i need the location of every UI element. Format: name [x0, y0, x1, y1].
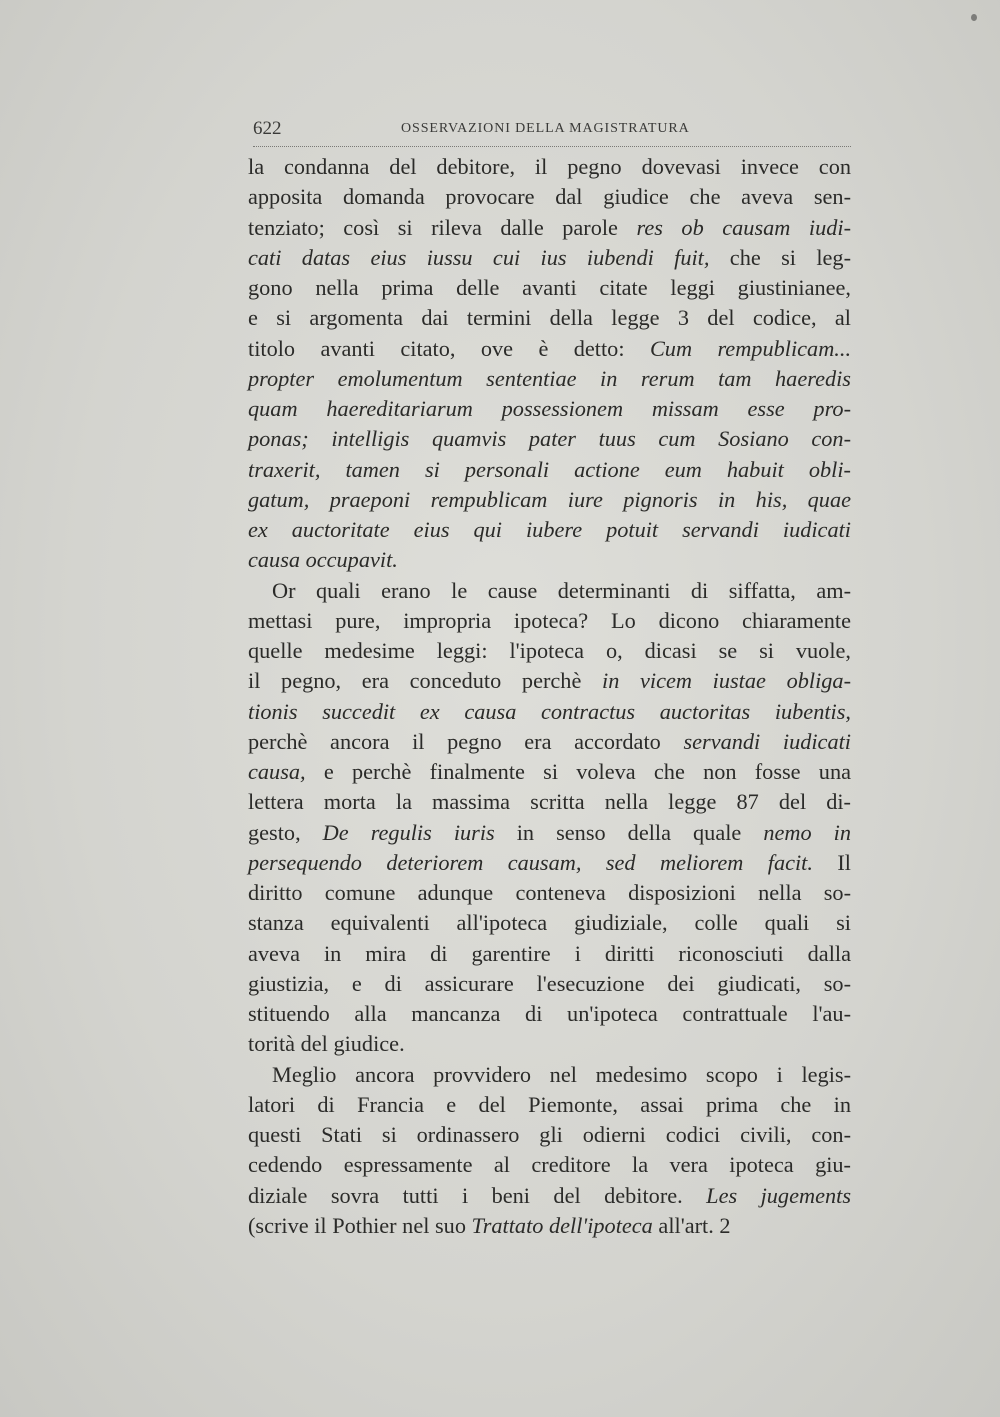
- text-run: in senso della quale: [494, 819, 764, 845]
- text-run: questi Stati si ordinassero gli odierni codici civili, con-: [248, 1122, 851, 1147]
- text-line: [248, 878, 851, 908]
- text-run: Or quali erano le cause determinanti di siffatta, am-: [272, 577, 851, 603]
- text-line: [248, 1090, 851, 1120]
- text-line: [248, 485, 851, 515]
- text-run: che si leg-: [709, 244, 851, 270]
- text-run: Meglio ancora provvidero nel medesimo scopo i legis-: [272, 1061, 851, 1087]
- italic-run: cati datas eius iussu cui ius iubendi fuit,: [248, 244, 710, 270]
- text-line: [248, 908, 851, 938]
- italic-run: propter emolumentum sententiae in rerum tam haeredis: [248, 365, 851, 391]
- text-run: la condanna del debitore, il pegno dovevasi invece con: [248, 154, 851, 179]
- italic-run: nemo in: [763, 819, 851, 845]
- text-run: il pegno, era conceduto perchè: [248, 668, 603, 694]
- text-run: quelle medesime leggi: l'ipoteca o, dicasi se si vuole,: [248, 638, 851, 663]
- text-line: [248, 1060, 851, 1090]
- text-line: [248, 1181, 851, 1211]
- text-line: [248, 727, 851, 757]
- text-line: [248, 697, 851, 727]
- text-run: tenziato; così si rileva dalle parole: [248, 214, 637, 240]
- page-number: 622: [253, 118, 282, 139]
- italic-run: causa,: [248, 759, 306, 784]
- text-line: [248, 424, 851, 454]
- page-header: [253, 118, 851, 144]
- text-run: torità del giudice.: [248, 1031, 405, 1057]
- text-run: e perchè finalmente si voleva che non fosse una: [305, 759, 851, 784]
- text-line: [248, 1211, 851, 1241]
- text-line: [248, 515, 851, 545]
- italic-run: in vicem iustae obliga-: [602, 668, 851, 694]
- text-line: [248, 1029, 851, 1059]
- italic-run: Les jugements: [706, 1182, 851, 1208]
- running-head: OSSERVAZIONI DELLA MAGISTRATURA: [401, 121, 690, 136]
- text-run: diritto comune adunque conteneva disposizioni nella so-: [248, 880, 851, 905]
- body-text: [248, 152, 851, 1241]
- text-run: stanza equivalenti all'ipoteca giudiziale, colle quali si: [248, 910, 851, 936]
- text-run: latori di Francia e del Piemonte, assai prima che in: [248, 1091, 851, 1117]
- italic-run: res ob causam iudi-: [636, 214, 851, 240]
- ink-speck: [971, 14, 977, 21]
- text-line: [248, 273, 851, 303]
- text-line: [248, 757, 851, 787]
- text-line: [248, 152, 851, 182]
- text-line: [248, 394, 851, 424]
- text-run: titolo avanti citato, ove è detto:: [248, 335, 650, 361]
- header-rule: [253, 146, 851, 147]
- text-run: cedendo espressamente al creditore la vera ipoteca giu-: [248, 1152, 851, 1178]
- text-line: [248, 455, 851, 485]
- italic-run: ponas; intelligis quamvis pater tuus cum Sosiano con-: [248, 426, 851, 452]
- text-line: [248, 636, 851, 666]
- text-run: diziale sovra tutti i beni del debitore.: [248, 1182, 707, 1208]
- text-run: Il: [812, 849, 851, 875]
- text-line: [248, 939, 851, 969]
- text-run: stituendo alla mancanza di un'ipoteca contrattuale l'au-: [248, 1001, 851, 1026]
- text-run: all'art. 2: [652, 1212, 731, 1238]
- italic-run: persequendo deteriorem causam, sed meliorem facit.: [248, 849, 813, 875]
- text-line: [248, 606, 851, 636]
- text-run: giustizia, e di assicurare l'esecuzione dei giudicati, so-: [248, 970, 851, 996]
- text-line: [248, 1120, 851, 1150]
- italic-run: De regulis iuris: [322, 819, 495, 845]
- text-run: perchè ancora il pegno era accordato: [248, 728, 684, 754]
- text-line: [248, 303, 851, 333]
- text-line: [248, 576, 851, 606]
- text-run: mettasi pure, impropria ipoteca? Lo dicono chiaramente: [248, 607, 851, 633]
- text-run: lettera morta la massima scritta nella legge 87 del di-: [248, 789, 851, 815]
- text-line: [248, 334, 851, 364]
- text-run: e si argomenta dai termini della legge 3 del codice, al: [248, 305, 851, 331]
- text-run: (scrive il Pothier nel suo: [248, 1212, 472, 1238]
- text-line: [248, 1150, 851, 1180]
- italic-run: servandi iudicati: [683, 728, 851, 754]
- italic-run: causa occupavit.: [248, 547, 398, 573]
- italic-run: Cum rempublicam...: [649, 335, 852, 361]
- text-line: [248, 213, 851, 243]
- text-line: [248, 969, 851, 999]
- italic-run: tionis succedit ex causa contractus auctoritas iubentis,: [248, 698, 851, 724]
- text-line: [248, 182, 851, 212]
- text-run: gesto,: [248, 819, 323, 845]
- italic-run: Trattato dell'ipoteca: [471, 1212, 653, 1238]
- italic-run: traxerit, tamen si personali actione eum habuit obli-: [248, 456, 851, 482]
- italic-run: gatum, praeponi rempublicam iure pignoris in his, quae: [248, 486, 851, 512]
- text-line: [248, 243, 851, 273]
- text-line: [248, 848, 851, 878]
- text-line: [248, 666, 851, 696]
- italic-run: ex auctoritate eius qui iubere potuit servandi iudicati: [248, 517, 851, 542]
- italic-run: quam haereditariarum possessionem missam esse pro-: [248, 396, 851, 421]
- text-line: [248, 999, 851, 1029]
- text-run: aveva in mira di garentire i diritti riconosciuti dalla: [248, 940, 851, 966]
- text-run: apposita domanda provocare dal giudice che aveva sen-: [248, 184, 851, 210]
- text-run: gono nella prima delle avanti citate leggi giustinianee,: [248, 275, 851, 300]
- text-line: [248, 818, 851, 848]
- text-line: [248, 545, 851, 575]
- text-line: [248, 364, 851, 394]
- text-line: [248, 787, 851, 817]
